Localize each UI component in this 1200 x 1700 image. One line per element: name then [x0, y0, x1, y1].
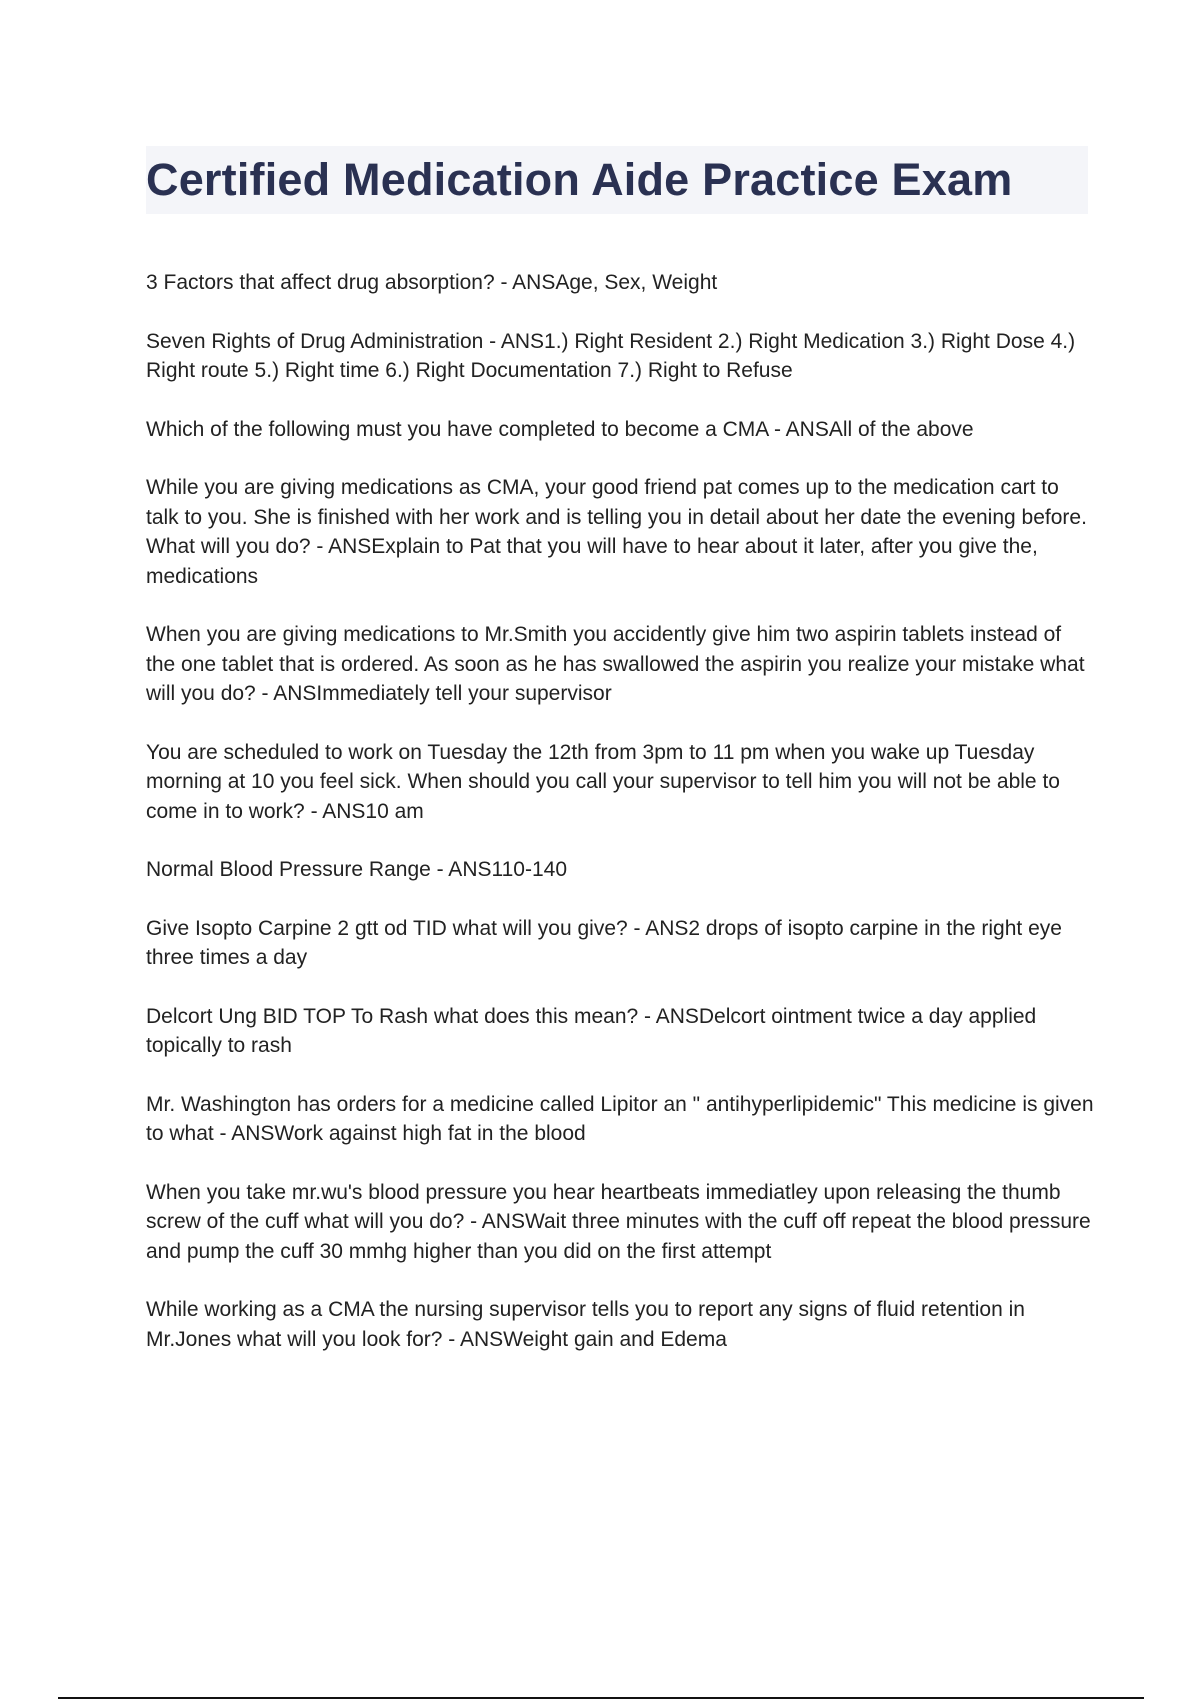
document-title: Certified Medication Aide Practice Exam	[146, 154, 1013, 205]
qa-item-8: Give Isopto Carpine 2 gtt od TID what will you give? - ANS2 drops of isopto carpine in the right eye three times a day	[146, 916, 1062, 969]
qa-item-2: Seven Rights of Drug Administration - ANS1.) Right Resident 2.) Right Medication 3.) Right Dose 4.) Right route 5.) Right time 6.) Right Documentation 7.) Right to Refuse	[146, 329, 1076, 382]
page-bottom-rule	[58, 1697, 1144, 1699]
qa-item-11: When you take mr.wu's blood pressure you hear heartbeats immediatley upon releasing the thumb screw of the cuff what will you do? - ANSWait three minutes with the cuff off repeat the blood pressure and pump the cuff 30 mmhg higher than you did on the first attempt	[146, 1180, 1091, 1263]
title-banner	[146, 146, 1088, 214]
qa-item-6: You are scheduled to work on Tuesday the 12th from 3pm to 11 pm when you wake up Tuesday morning at 10 you feel sick. When should you call your supervisor to tell him you will not be able to come in to work? - ANS10 am	[146, 740, 1060, 823]
qa-item-3: Which of the following must you have completed to become a CMA - ANSAll of the above	[146, 417, 974, 441]
qa-item-7: Normal Blood Pressure Range - ANS110-140	[146, 858, 567, 881]
qa-item-9: Delcort Ung BID TOP To Rash what does this mean? - ANSDelcort ointment twice a day applied topically to rash	[146, 1004, 1037, 1057]
qa-item-1: 3 Factors that affect drug absorption? - ANSAge, Sex, Weight	[146, 271, 718, 294]
qa-item-5: When you are giving medications to Mr.Smith you accidently give him two aspirin tablets instead of the one tablet that is ordered. As soon as he has swallowed the aspirin you realize your mistake what will you do? - ANSImmediately tell your supervisor	[146, 623, 1085, 705]
qa-item-4: While you are giving medications as CMA, your good friend pat comes up to the medication cart to talk to you. She is finished with her work and is telling you in detail about her date the evening before. What will you do? - ANSExplain to Pat that you will have to hear about it later, after you give the, medications	[146, 476, 1087, 588]
qa-item-12: While working as a CMA the nursing supervisor tells you to report any signs of fluid retention in Mr.Jones what will you look for? - ANSWeight gain and Edema	[146, 1298, 1025, 1351]
qa-item-10: Mr. Washington has orders for a medicine called Lipitor an " antihyperlipidemic" This medicine is given to what - ANSWork against high fat in the blood	[146, 1092, 1094, 1145]
question-answer-list	[146, 268, 1096, 1383]
